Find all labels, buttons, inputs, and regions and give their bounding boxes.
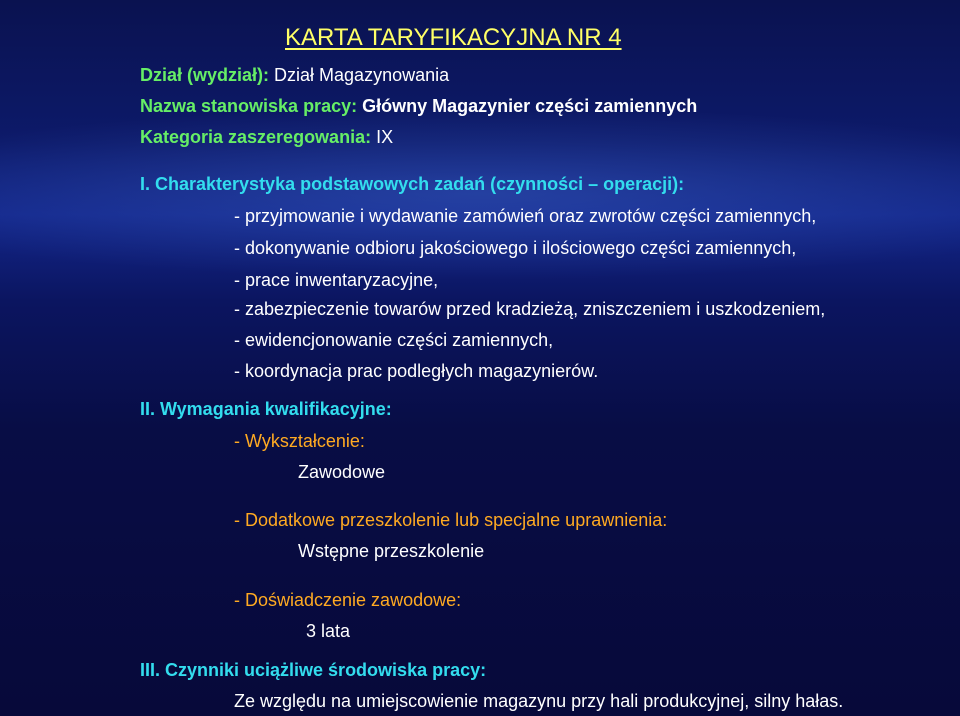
category-value: IX [376, 127, 394, 147]
experience-label: - Doświadczenie zawodowe: [234, 590, 462, 610]
section3-value: Ze względu na umiejscowienie magazynu przy hali produkcyjnej, silny hałas. [234, 691, 844, 711]
position-value: Główny Magazynier części zamiennych [362, 96, 698, 116]
task-item: - zabezpieczenie towarów przed kradzieżą, zniszczeniem i uszkodzeniem, [234, 299, 826, 319]
task-item: - ewidencjonowanie części zamiennych, [234, 330, 554, 350]
department-value: Dział Magazynowania [274, 65, 450, 85]
category-row [140, 126, 393, 148]
section3-heading: III. Czynniki uciążliwe środowiska pracy: [140, 660, 487, 680]
section1-heading: I. Charakterystyka podstawowych zadań (czynności – operacji): [140, 174, 685, 194]
task-item: - koordynacja prac podległych magazynierów. [234, 361, 599, 381]
education-label: - Wykształcenie: [234, 431, 365, 451]
task-item: - prace inwentaryzacyjne, [234, 270, 439, 290]
position-row [140, 95, 697, 117]
training-label: - Dodatkowe przeszkolenie lub specjalne uprawnienia: [234, 510, 668, 530]
department-row [140, 64, 449, 86]
section2-heading: II. Wymagania kwalifikacyjne: [140, 399, 392, 419]
task-item: - dokonywanie odbioru jakościowego i ilościowego części zamiennych, [234, 238, 797, 258]
experience-value: 3 lata [306, 621, 351, 641]
task-item: - przyjmowanie i wydawanie zamówień oraz zwrotów części zamiennych, [234, 206, 817, 226]
position-label: Nazwa stanowiska pracy: [140, 96, 358, 116]
category-label: Kategoria zaszeregowania: [140, 127, 372, 147]
department-label: Dział (wydział): [140, 65, 270, 85]
education-value: Zawodowe [298, 462, 386, 482]
slide-title: KARTA TARYFIKACYJNA NR 4 [285, 24, 622, 51]
training-value: Wstępne przeszkolenie [298, 541, 485, 561]
